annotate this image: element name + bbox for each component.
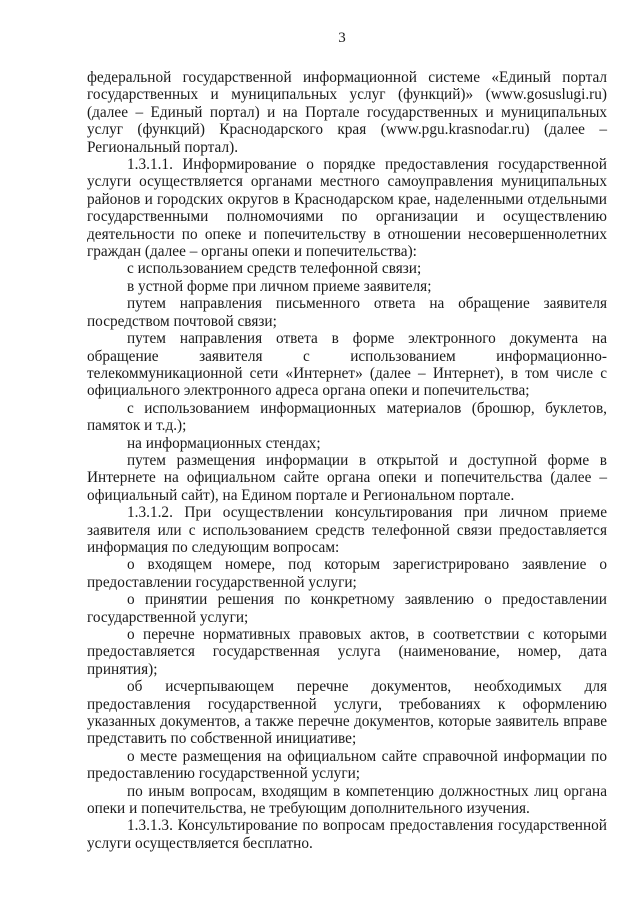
list-item: с использованием средств телефонной связи;	[127, 260, 422, 278]
list-item: на информационных стендах;	[127, 434, 321, 452]
paragraph: 1.3.1.2. При осуществлении консультирования при личном приеме заявителя или с использованием средств телефонной связи предоставляется информация по следующим вопросам:	[87, 504, 607, 556]
list-item: о месте размещения на официальном сайте справочной информации по предоставлению государственной услуги;	[87, 747, 607, 783]
list-item: по иным вопросам, входящим в компетенцию должностных лиц органа опеки и попечительства, не требующим дополнительного изучения.	[87, 782, 607, 818]
paragraph: федеральной государственной информационной системе «Единый портал государственных и муниципальных услуг (функций)» (www.gosuslugi.ru) (далее – Единый портал) и на Портале государственных и муниципальных услуг (функций) Краснодарского края (www.pgu.krasnodar.ru) (далее – Региональный портал).	[87, 69, 607, 156]
page-number: 3	[338, 30, 346, 46]
document-body	[87, 69, 607, 852]
list-item: о принятии решения по конкретному заявлению о предоставлении государственной услуги;	[87, 591, 607, 626]
list-item: о перечне нормативных правовых актов, в соответствии с которыми предоставляется государственная услуга (наименование, номер, дата принятия);	[87, 626, 607, 678]
list-item: путем направления письменного ответа на обращение заявителя посредством почтовой связи;	[87, 295, 607, 330]
list-item: о входящем номере, под которым зарегистрировано заявление о предоставлении государственной услуги;	[87, 556, 607, 591]
list-item: об исчерпывающем перечне документов, необходимых для предоставления государственной услуги, требованиях к оформлению указанных документов, а также перечне документов, которые заявитель вправе представить по собственной инициативе;	[87, 678, 607, 748]
paragraph: 1.3.1.1. Информирование о порядке предоставления государственной услуги осуществляется органами местного самоуправления муниципальных районов и городских округов в Краснодарском крае, наделенными отдельными государственными полномочиями по организации и осуществлению деятельности по опеке и попечительству в отношении несовершеннолетних граждан (далее – органы опеки и попечительства):	[87, 156, 607, 261]
paragraph: 1.3.1.3. Консультирование по вопросам предоставления государственной услуги осуществляется бесплатно.	[87, 817, 607, 852]
list-item: с использованием информационных материалов (брошюр, буклетов, памяток и т.д.);	[87, 399, 607, 435]
list-item: путем направления ответа в форме электронного документа на обращение заявителя с использованием информационно-телекоммуникационной сети «Интернет» (далее – Интернет), в том числе с официального электронного адреса органа опеки и попечительства;	[87, 330, 607, 400]
list-item: в устной форме при личном приеме заявителя;	[127, 277, 432, 295]
list-item: путем размещения информации в открытой и доступной форме в Интернете на официальном сайте органа опеки и попечительства (далее – официальный сайт), на Едином портале и Региональном портале.	[87, 451, 607, 504]
